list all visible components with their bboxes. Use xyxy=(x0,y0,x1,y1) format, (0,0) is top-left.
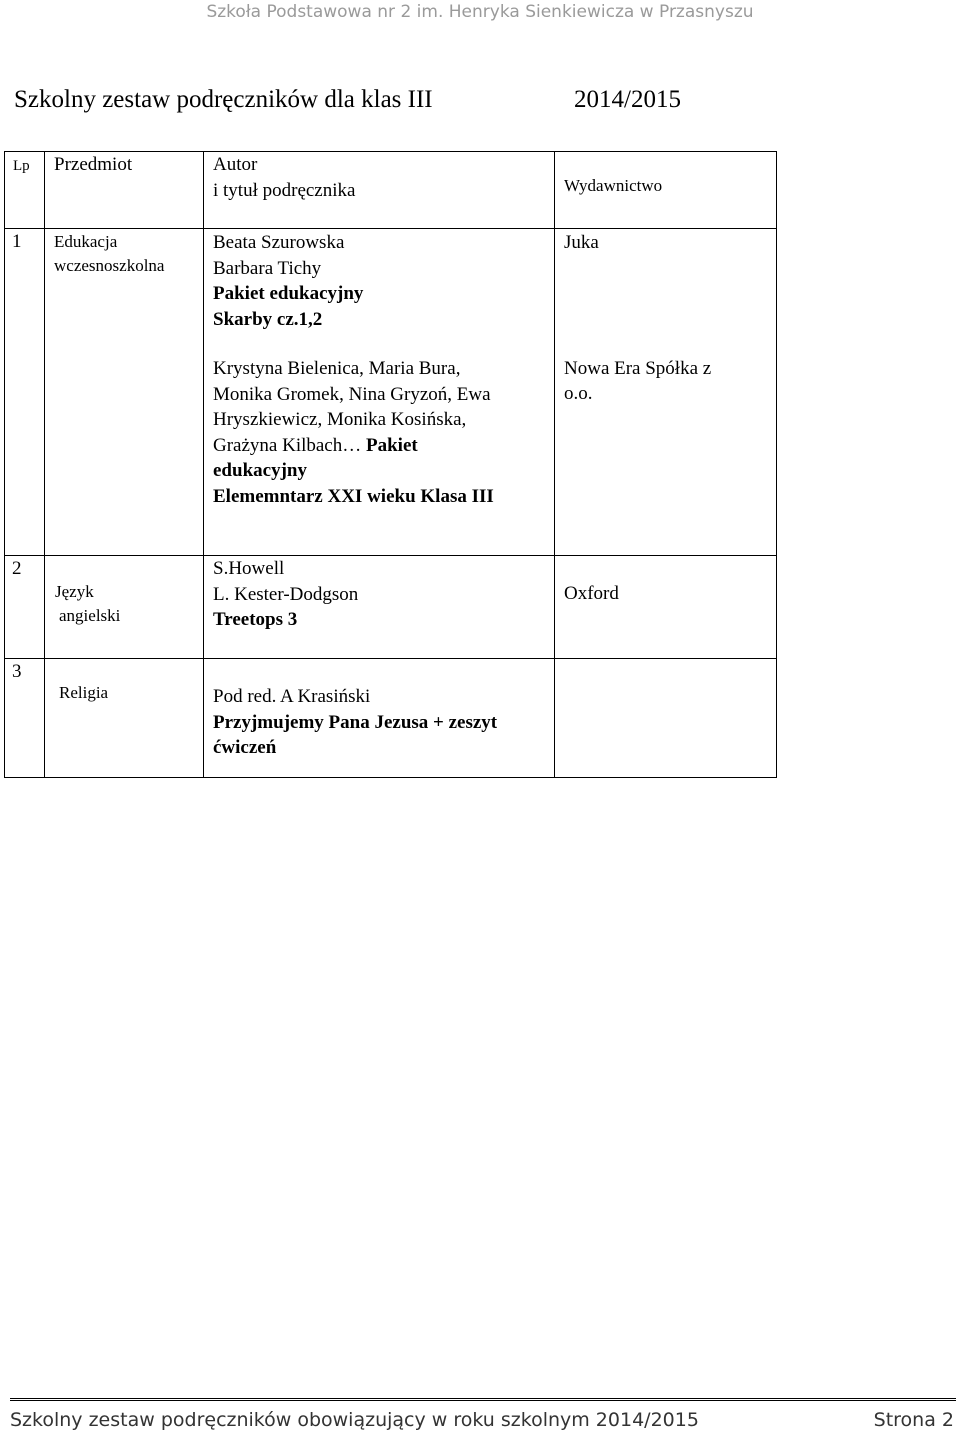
row1-book2-title-line3: Elememntarz XXI wieku Klasa III xyxy=(213,485,494,507)
row1-book1-title-line1: Pakiet edukacyjny xyxy=(213,283,364,304)
row1-book2-authors-line3: Hryszkiewicz, Monika Kosińska, xyxy=(213,409,467,430)
row3-author-cell xyxy=(204,659,555,778)
row1-book1-author2: Barbara Tichy xyxy=(213,257,322,279)
footer-page-number: Strona 2 xyxy=(873,1409,954,1431)
header-lp-cell xyxy=(5,152,45,229)
row1-book1-author1: Beata Szurowska xyxy=(213,232,345,253)
row3-subject: Religia xyxy=(59,683,109,702)
header-author-line2: i tytuł podręcznika xyxy=(213,179,356,201)
row1-book2-title-part1: Pakiet xyxy=(366,434,418,456)
row1-book2-title-line2: edukacyjny xyxy=(213,460,307,481)
row3-title-line1: Przyjmujemy Pana Jezusa + zeszyt xyxy=(213,711,498,733)
row2-publisher-cell xyxy=(555,556,777,659)
row2-author-cell xyxy=(204,556,555,659)
document-title xyxy=(14,84,714,116)
row3-lp: 3 xyxy=(12,661,22,682)
table-header-row xyxy=(5,152,777,229)
row2-author2: L. Kester-Dodgson xyxy=(213,583,359,605)
row3-subject-cell xyxy=(45,659,204,778)
row2-subject-cell xyxy=(45,556,204,659)
header-author-line1: Autor xyxy=(213,154,258,175)
row1-lp-cell xyxy=(5,229,45,556)
row3-author: Pod red. A Krasiński xyxy=(213,686,371,707)
row1-subject-cell xyxy=(45,229,204,556)
row1-lp: 1 xyxy=(12,231,22,252)
row3-title-line2: ćwiczeń xyxy=(213,737,277,758)
row1-publisher-cell xyxy=(555,229,777,556)
table-row xyxy=(5,556,777,659)
row1-author-cell xyxy=(204,229,555,556)
row2-lp: 2 xyxy=(12,558,22,579)
row1-subject-line1: Edukacja xyxy=(54,232,118,251)
row1-book2-publisher-line2: o.o. xyxy=(564,383,593,404)
footer-text: Szkolny zestaw podręczników obowiązujący w roku szkolnym 2014/2015 xyxy=(10,1409,699,1431)
row2-publisher: Oxford xyxy=(564,583,619,604)
row1-book1-title-line2: Skarby cz.1,2 xyxy=(213,308,323,330)
header-subject: Przedmiot xyxy=(54,154,133,175)
row1-book2-publisher-line1: Nowa Era Spółka z xyxy=(564,357,712,379)
header-lp: Lp xyxy=(13,158,30,174)
page-header-school-name: Szkoła Podstawowa nr 2 im. Henryka Sienkiewicza w Przasnyszu xyxy=(206,2,754,22)
table-row xyxy=(5,659,777,778)
document-title-text: Szkolny zestaw podręczników dla klas III xyxy=(14,86,433,113)
row1-book2-authors-line2: Monika Gromek, Nina Gryzoń, Ewa xyxy=(213,383,491,405)
header-publisher-cell xyxy=(555,152,777,229)
row2-title: Treetops 3 xyxy=(213,609,298,630)
header-publisher: Wydawnictwo xyxy=(564,176,663,195)
textbook-table xyxy=(4,151,777,778)
row3-publisher-cell xyxy=(555,659,777,778)
header-subject-cell xyxy=(45,152,204,229)
row2-subject-line2: angielski xyxy=(59,606,121,625)
row3-lp-cell xyxy=(5,659,45,778)
page-footer xyxy=(10,1398,956,1433)
document-title-year: 2014/2015 xyxy=(574,86,681,113)
table-row xyxy=(5,229,777,556)
row1-book2-authors-line1: Krystyna Bielenica, Maria Bura, xyxy=(213,358,461,379)
row1-subject-line2: wczesnoszkolna xyxy=(54,256,165,275)
row2-subject-line1: Język xyxy=(55,582,94,601)
row1-book1-publisher: Juka xyxy=(564,232,599,253)
row1-book2-authors-line4: Grażyna Kilbach… xyxy=(213,434,362,456)
row2-author1: S.Howell xyxy=(213,558,285,579)
row2-lp-cell xyxy=(5,556,45,659)
header-author-cell xyxy=(204,152,555,229)
